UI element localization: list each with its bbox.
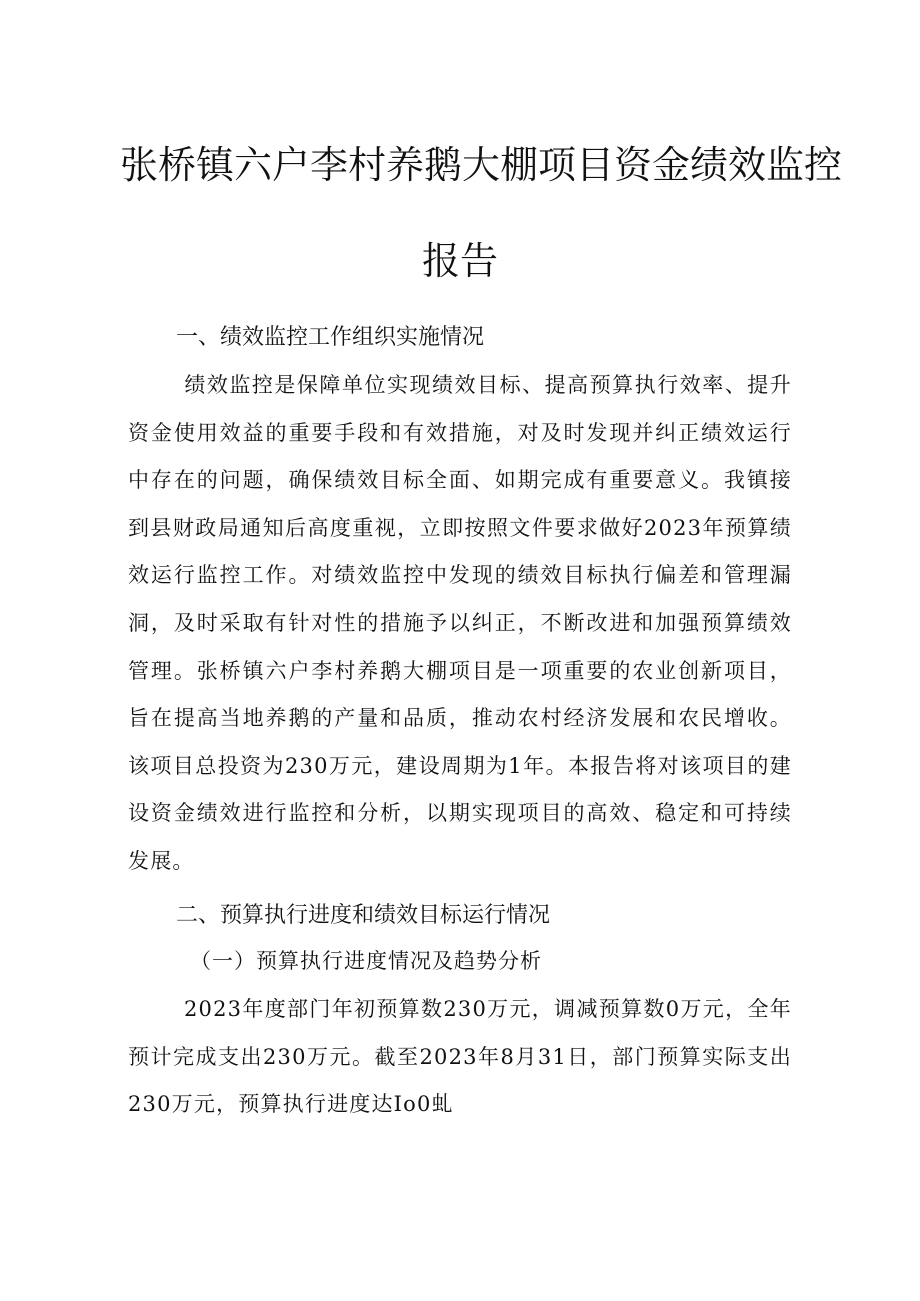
section-2-subheading: （一）预算执行进度情况及趋势分析	[190, 949, 542, 973]
document-title-line-1: 张桥镇六户李村养鹅大棚项目资金绩效监控	[120, 143, 843, 187]
section-2-paragraph	[128, 986, 792, 1129]
section-1-heading: 一、绩效监控工作组织实施情况	[176, 325, 485, 350]
section-2-heading: 二、预算执行进度和绩效目标运行情况	[176, 903, 551, 928]
document-title-line-2: 报告	[421, 239, 498, 283]
section-2-paragraph-text: 2023年度部门年初预算数230万元，调减预算数0万元，全年预计完成支出230万元。截至2023年8月31日，部门预算实际支出230万元，预算执行进度达Io0虬	[128, 997, 792, 1117]
section-1-paragraph-text: 绩效监控是保障单位实现绩效目标、提高预算执行效率、提升资金使用效益的重要手段和有效措施，对及时发现并纠正绩效运行中存在的问题，确保绩效目标全面、如期完成有重要意义。我镇接到县财政局通知后高度重视，立即按照文件要求做好2023年预算绩效运行监控工作。对绩效监控中发现的绩效目标执行偏差和管理漏洞，及时采取有针对性的措施予以纠正，不断改进和加强预算绩效管理。张桥镇六户李村养鹅大棚项目是一项重要的农业创新项目，旨在提高当地养鹅的产量和品质，推动农村经济发展和农民增收。该项目总投资为230万元，建设周期为1年。本报告将对该项目的建设资金绩效进行监控和分析，以期实现项目的高效、稳定和可持续发展。	[128, 373, 792, 873]
section-1-paragraph	[128, 362, 792, 886]
